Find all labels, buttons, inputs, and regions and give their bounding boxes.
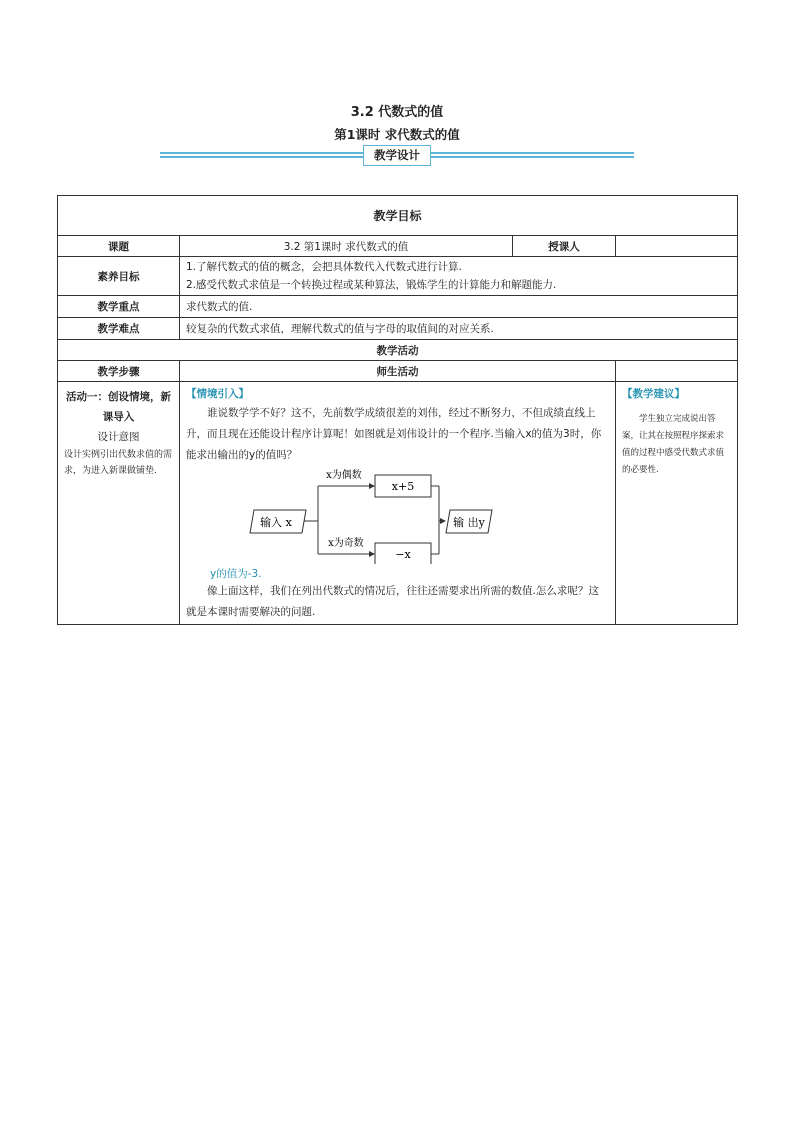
answer-text: y的值为-3.	[210, 568, 262, 580]
literacy-goal-1: 1.了解代数式的值的概念，会把具体数代入代数式进行计算.	[186, 261, 462, 273]
even-op-label: x+5	[391, 480, 415, 493]
intro-tag: 【情境引入】	[186, 388, 249, 400]
odd-op-label: −x	[395, 548, 411, 561]
section-banner	[160, 145, 634, 167]
lesson-table	[57, 195, 738, 625]
section-label: 教学设计	[363, 145, 431, 166]
design-intent-label: 设计意图	[97, 431, 140, 443]
literacy-goal-2: 2.感受代数式求值是一个转换过程或某种算法，锻炼学生的计算能力和解题能力.	[186, 279, 557, 291]
activity-label: 师生活动	[180, 361, 616, 382]
goals-heading: 教学目标	[58, 196, 738, 236]
steps-label: 教学步骤	[58, 361, 180, 382]
output-label: 输 出y	[453, 516, 485, 529]
suggest-text: 学生独立完成说出答案，让其在按照程序探索求值的过程中感受代数式求值的必要性.	[622, 414, 725, 475]
difficulty-label: 教学难点	[58, 318, 180, 340]
teacher-label: 授课人	[513, 236, 616, 257]
difficulty-row	[58, 318, 738, 340]
activity-one-content	[180, 382, 616, 625]
program-flowchart	[246, 466, 496, 564]
teaching-suggestion	[616, 382, 738, 625]
topic-value: 3.2 第1课时 求代数式的值	[180, 236, 513, 257]
closing-text: 像上面这样，我们在列出代数式的情况后，往往还需要求出所需的数值.怎么求呢？这就是本课时需要解决的问题.	[186, 585, 599, 618]
difficulty-value: 较复杂的代数式求值，理解代数式的值与字母的取值间的对应关系.	[180, 318, 738, 340]
document-title: 3.2 代数式的值	[350, 105, 444, 120]
activities-heading: 教学活动	[58, 340, 738, 361]
odd-condition: x为奇数	[328, 538, 364, 549]
literacy-goals	[180, 257, 738, 296]
step-title: 活动一：创设情境，新课导入	[66, 391, 171, 423]
key-point-row	[58, 296, 738, 318]
activities-heading-row	[58, 340, 738, 361]
empty-header-cell	[616, 361, 738, 382]
activity-one-step	[58, 382, 180, 625]
design-intent-text: 设计实例引出代数求值的需求，为进入新课做铺垫.	[64, 450, 173, 476]
literacy-label: 素养目标	[58, 257, 180, 296]
intro-text: 谁说数学学不好？这不，先前数学成绩很差的刘伟，经过不断努力，不但成绩直线上升，而且现在还能设计程序计算呢！如图就是刘伟设计的一个程序.当输入x的值为3时，你能求出输出的y的值吗？	[186, 407, 602, 461]
topic-label: 课题	[58, 236, 180, 257]
even-condition: x为偶数	[326, 470, 362, 481]
suggest-tag: 【教学建议】	[622, 388, 685, 400]
input-label: 输入 x	[260, 516, 292, 529]
key-point-label: 教学重点	[58, 296, 180, 318]
goals-heading-row	[58, 196, 738, 236]
activities-columns-row	[58, 361, 738, 382]
literacy-row	[58, 257, 738, 296]
topic-row	[58, 236, 738, 257]
lesson-subtitle: 第1课时 求代数式的值	[334, 127, 460, 142]
teacher-value	[616, 236, 738, 257]
key-point-value: 求代数式的值.	[180, 296, 738, 318]
activity-one-row	[58, 382, 738, 625]
